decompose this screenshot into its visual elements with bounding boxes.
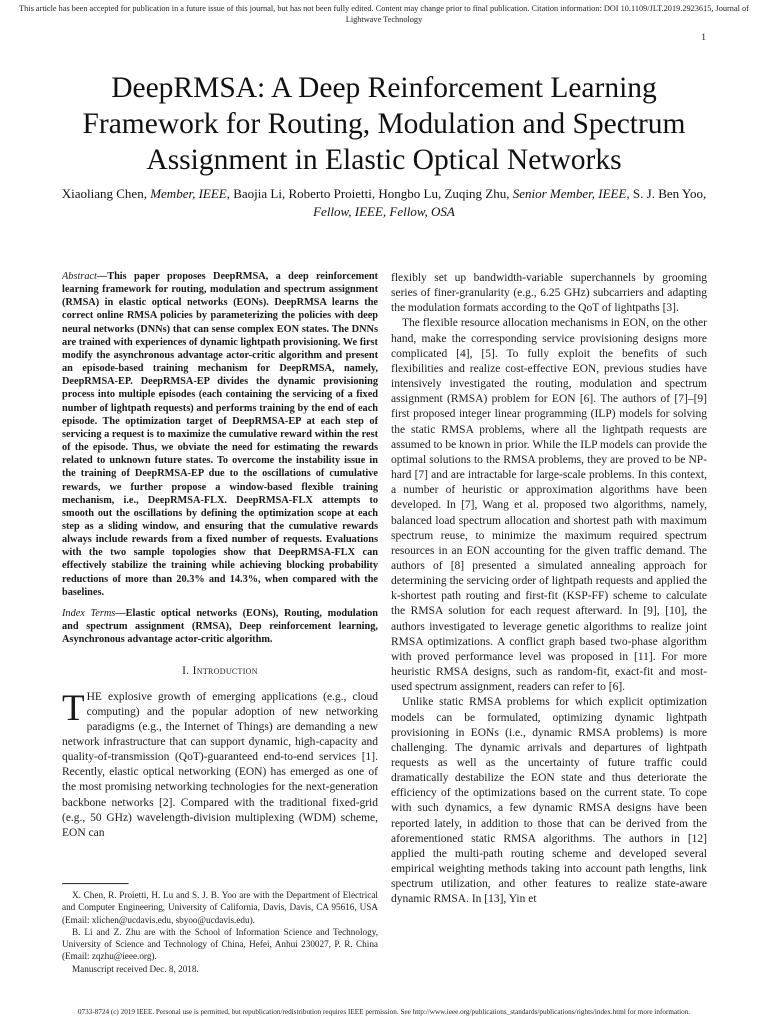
- author-text: Xiaoliang Chen,: [61, 186, 151, 201]
- right-paragraph-3: Unlike static RMSA problems for which explicit optimization models can be formulated, optimizing dynamic lightpath provisioning in EONs (i.e., dynamic RMSA problems) is more challenging. The dynamic arrivals and departures of lightpath requests as well as the uncertainty of future traffic could dramatically destabilize the EON state and thus deteriorate the efficiency of the optimizations based on the current state. To cope with such dynamics, a few dynamic RMSA designs have been reported lately, in addition to those that can be derived from the aforementioned static RMSA algorithms. The authors in [12] applied the multi-path routing scheme and developed several empirical weighting methods taking into account path lengths, link spectrum utilization, and other features to realize state-aware dynamic RMSA. In [13], Yin et: [391, 696, 707, 906]
- abstract: [62, 270, 378, 599]
- paper-title: DeepRMSA: A Deep Reinforcement Learning Framework for Routing, Modulation and Spectrum Assignment in Elastic Optical Networks: [82, 72, 686, 176]
- abstract-text: —This paper proposes DeepRMSA, a deep reinforcement learning framework for routing, modulation and spectrum assignment (RMSA) in elastic optical networks (EONs). DeepRMSA learns the correct online RMSA policies by parameterizing the policies with deep neural networks (DNNs) that can sense complex EON states. The DNNs are trained with experiences of dynamic lightpath provisioning. We first modify the asynchronous advantage actor-critic algorithm and present an episode-based training mechanism for DeepRMSA, namely, DeepRMSA-EP. DeepRMSA-EP divides the dynamic provisioning process into multiple episodes (each containing the servicing of a fixed number of lightpath requests) and performs training by the end of each episode. The optimization target of DeepRMSA-EP at each step of servicing a request is to maximize the cumulative reward within the rest of the episode. Thus, we obviate the need for estimating the rewards related to unknown future states. To overcome the instability issue in the training of DeepRMSA-EP due to the oscillations of cumulative rewards, we further propose a window-based flexible training mechanism, i.e., DeepRMSA-FLX. DeepRMSA-FLX attempts to smooth out the oscillations by defining the optimization scope at each step as a sliding window, and ensuring that the cumulative rewards always include rewards from a fixed number of requests. Evaluations with the two sample topologies show that DeepRMSA-FLX can effectively stabilize the training while achieving blocking probability reductions of more than 20.3% and 14.3%, when compared with the baselines.: [62, 271, 378, 598]
- drop-cap: T: [62, 687, 85, 729]
- author-text: , Baojia Li, Roberto Proietti, Hongbo Lu, Zuqing Zhu,: [226, 186, 513, 201]
- index-terms: [62, 607, 378, 646]
- left-column: [62, 270, 378, 841]
- index-terms-label: Index Terms: [62, 607, 116, 619]
- right-paragraph-2: The flexible resource allocation mechanisms in EON, on the other hand, make the corresponding service provisioning designs more complicated [4], [5]. To fully exploit the benefits of such flexibilities and realize cost-effective EON, previous studies have intensively investigated the routing, modulation and spectrum assignment (RMSA) problem for EON [6]. The authors of [7]–[9] first proposed integer linear programming (ILP) models for solving the static RMSA problems, where all the lightpath requests are assumed to be known in prior. While the ILP models can provide the optimal solutions to the RMSA problems, they are proved to be NP-hard [7] and are intractable for large-scale problems. In this context, a number of heuristic or approximation algorithms have been developed. In [7], Wang et al. proposed two algorithms, namely, balanced load spectrum allocation and shortest path with maximum spectrum reuse, to minimize the maximum required spectrum resources in an EON accounting for the given traffic demand. The authors of [8] presented a simulated annealing approach for determining the servicing order of lightpath requests and applied the k-shortest path routing and first-fit (KSP-FF) scheme to calculate the RMSA solution for each request afterward. In [9], [10], the authors investigated to leverage genetic algorithms to realize joint RMSA optimizations. A conflict graph based two-phase algorithm with proved performance level was proposed in [11]. For more heuristic RMSA designs, such as random-fit, exact-fit and most-used spectrum assignment, readers can refer to [6].: [391, 317, 707, 694]
- author-role: Member, IEEE: [150, 186, 227, 201]
- copyright-banner: 0733-8724 (c) 2019 IEEE. Personal use is permitted, but republication/redistribution requires IEEE permission. See http://www.ieee.org/publications_standards/publications/rights/index.html for more information.: [77, 1008, 691, 1016]
- intro-paragraph: [62, 687, 378, 842]
- author-role: Senior Member, IEEE: [512, 186, 627, 201]
- footnote-manuscript: Manuscript received Dec. 8, 2018.: [72, 963, 199, 974]
- right-column: [391, 271, 707, 908]
- abstract-label: Abstract: [62, 271, 97, 282]
- page-number: 1: [701, 33, 706, 43]
- footnote-affiliation-1: X. Chen, R. Proietti, H. Lu and S. J. B. Yoo are with the Department of Electrical and Computer Engineering, University of California, Davis, Davis, CA 95616, USA (Email: xlichen@ucdavis.edu, sbyoo@ucdavis.edu).: [62, 890, 378, 925]
- right-paragraph-1: flexibly set up bandwidth-variable superchannels by grooming series of finer-granularity (e.g., 6.25 GHz) subcarriers and adapting the modulation formats according to the QoT of lightpaths [3].: [391, 272, 707, 315]
- journal-banner: This article has been accepted for publication in a future issue of this journal, but has not been fully edited. Content may change prior to final publication. Citation information: DOI 10.1109/JLT.2019.2923615, Journal of Lightwave Technology: [19, 4, 749, 24]
- intro-text: HE explosive growth of emerging applications (e.g., cloud computing) and the popular adoption of new networking paradigms (e.g., the Internet of Things) are demanding a new network infrastructure that can support dynamic, high-capacity and quality-of-transmission (QoT)-guaranteed end-to-end services [1]. Recently, elastic optical networking (EON) has emerged as one of the most promising networking technologies for the next-generation backbone networks [2]. Compared with the traditional fixed-grid (e.g., 50 GHz) wavelength-division multiplexing (WDM) scheme, EON can: [62, 690, 378, 839]
- footnotes: [62, 883, 378, 975]
- author-role: Fellow, IEEE, Fellow, OSA: [313, 204, 455, 219]
- author-text: , S. J. Ben Yoo,: [626, 186, 707, 201]
- footnote-rule: [62, 883, 129, 885]
- author-list: [60, 185, 708, 221]
- section-heading-introduction: I. Introduction: [182, 665, 258, 678]
- footnote-affiliation-2: B. Li and Z. Zhu are with the School of Information Science and Technology, University of Science and Technology of China, Hefei, Anhui 230027, P. R. China (Email: zqzhu@ieee.org).: [62, 926, 378, 962]
- index-terms-text: —Elastic optical networks (EONs), Routing, modulation and spectrum assignment (RMSA), Deep reinforcement learning, Asynchronous advantage actor-critic algorithm.: [62, 607, 378, 646]
